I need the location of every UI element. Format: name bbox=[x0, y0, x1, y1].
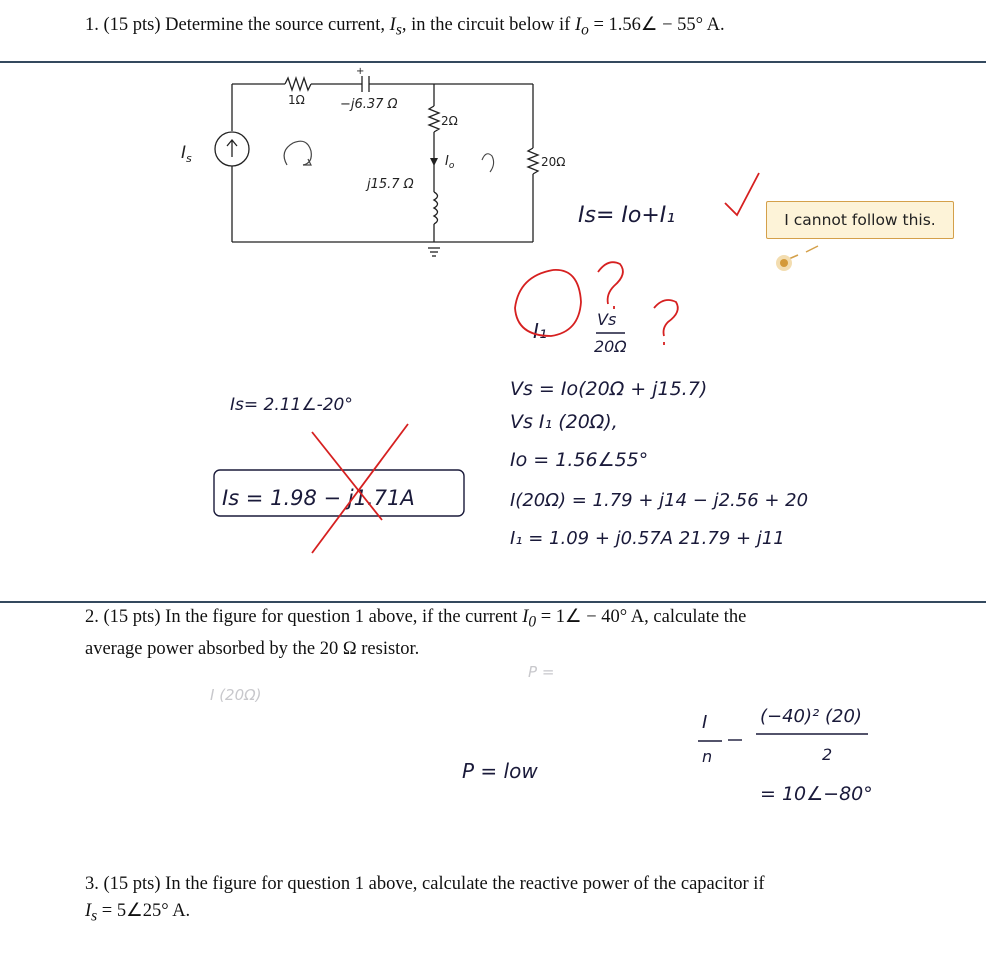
hw-vs-i1: Vs I₁ (20Ω), bbox=[510, 411, 618, 433]
question-3: 3. (15 pts) In the figure for question 1 above, calculate the reactive power of the capacitor if $I_s$ = 5∠25° A. bbox=[85, 874, 765, 925]
io-label: $I_o$ bbox=[445, 154, 455, 171]
question-2: 2. (15 pts) In the figure for question 1 above, if the current $I_0$ = 1∠ − 40° A, calculate the average power absorbed by the 20 Ω resistor. bbox=[85, 607, 747, 659]
hw-i1-result: I₁ = 1.09 + j0.57A 21.79 + j11 bbox=[510, 528, 785, 549]
hw-io-eq: Io = 1.56∠55° bbox=[510, 449, 649, 471]
hw-is-box: Is = 1.98 − j1.71A bbox=[222, 486, 415, 510]
r3-label: 20Ω bbox=[541, 155, 566, 169]
hw-q2-faint: P = bbox=[528, 663, 555, 681]
cap-plus: + bbox=[356, 66, 365, 77]
r1-label: 1Ω bbox=[288, 93, 305, 107]
handwritten-work-q1 bbox=[222, 203, 808, 549]
resistor-20ohm bbox=[528, 148, 538, 174]
question-1: 1. (15 pts) Determine the source current, $I_s$, in the circuit below if $I_o$ = 1.56∠ − 55° A. bbox=[85, 15, 725, 39]
comment-pin bbox=[780, 259, 788, 267]
hw-is-left: Is= 2.11∠-20° bbox=[230, 395, 353, 415]
hw-q2-frac-num: I bbox=[702, 712, 708, 733]
hw-i1-label: I₁ bbox=[533, 319, 547, 343]
hw-vs-num: Vs bbox=[597, 310, 617, 329]
hw-q2-left: I (20Ω) bbox=[210, 686, 262, 704]
cap-label: −j6.37 Ω bbox=[340, 97, 398, 112]
hw-q2-rhs-den: 2 bbox=[822, 745, 833, 764]
resistor-2ohm bbox=[429, 106, 439, 132]
ind-label: j15.7 Ω bbox=[367, 177, 414, 192]
hw-q2-rhs-num: (−40)² (20) bbox=[760, 706, 862, 727]
hw-is-eq: Is= Io+I₁ bbox=[578, 203, 676, 228]
comment-bubble[interactable]: I cannot follow this. bbox=[766, 201, 954, 239]
hw-q2-p: P = low bbox=[462, 759, 538, 783]
source-label: $I_s$ bbox=[181, 143, 192, 165]
r2-label: 2Ω bbox=[441, 114, 458, 128]
hw-i-calc: I(20Ω) = 1.79 + j14 − j2.56 + 20 bbox=[510, 490, 809, 511]
hw-q2-result: = 10∠−80° bbox=[760, 783, 873, 805]
resistor-1ohm bbox=[285, 78, 311, 90]
hw-vs-den: 20Ω bbox=[594, 337, 627, 356]
inductor bbox=[434, 192, 438, 224]
hw-q2-frac-den: n bbox=[702, 747, 713, 766]
divider-middle bbox=[0, 601, 986, 603]
hw-vs-eq: Vs = Io(20Ω + j15.7) bbox=[510, 378, 708, 400]
io-arrow bbox=[430, 158, 438, 166]
